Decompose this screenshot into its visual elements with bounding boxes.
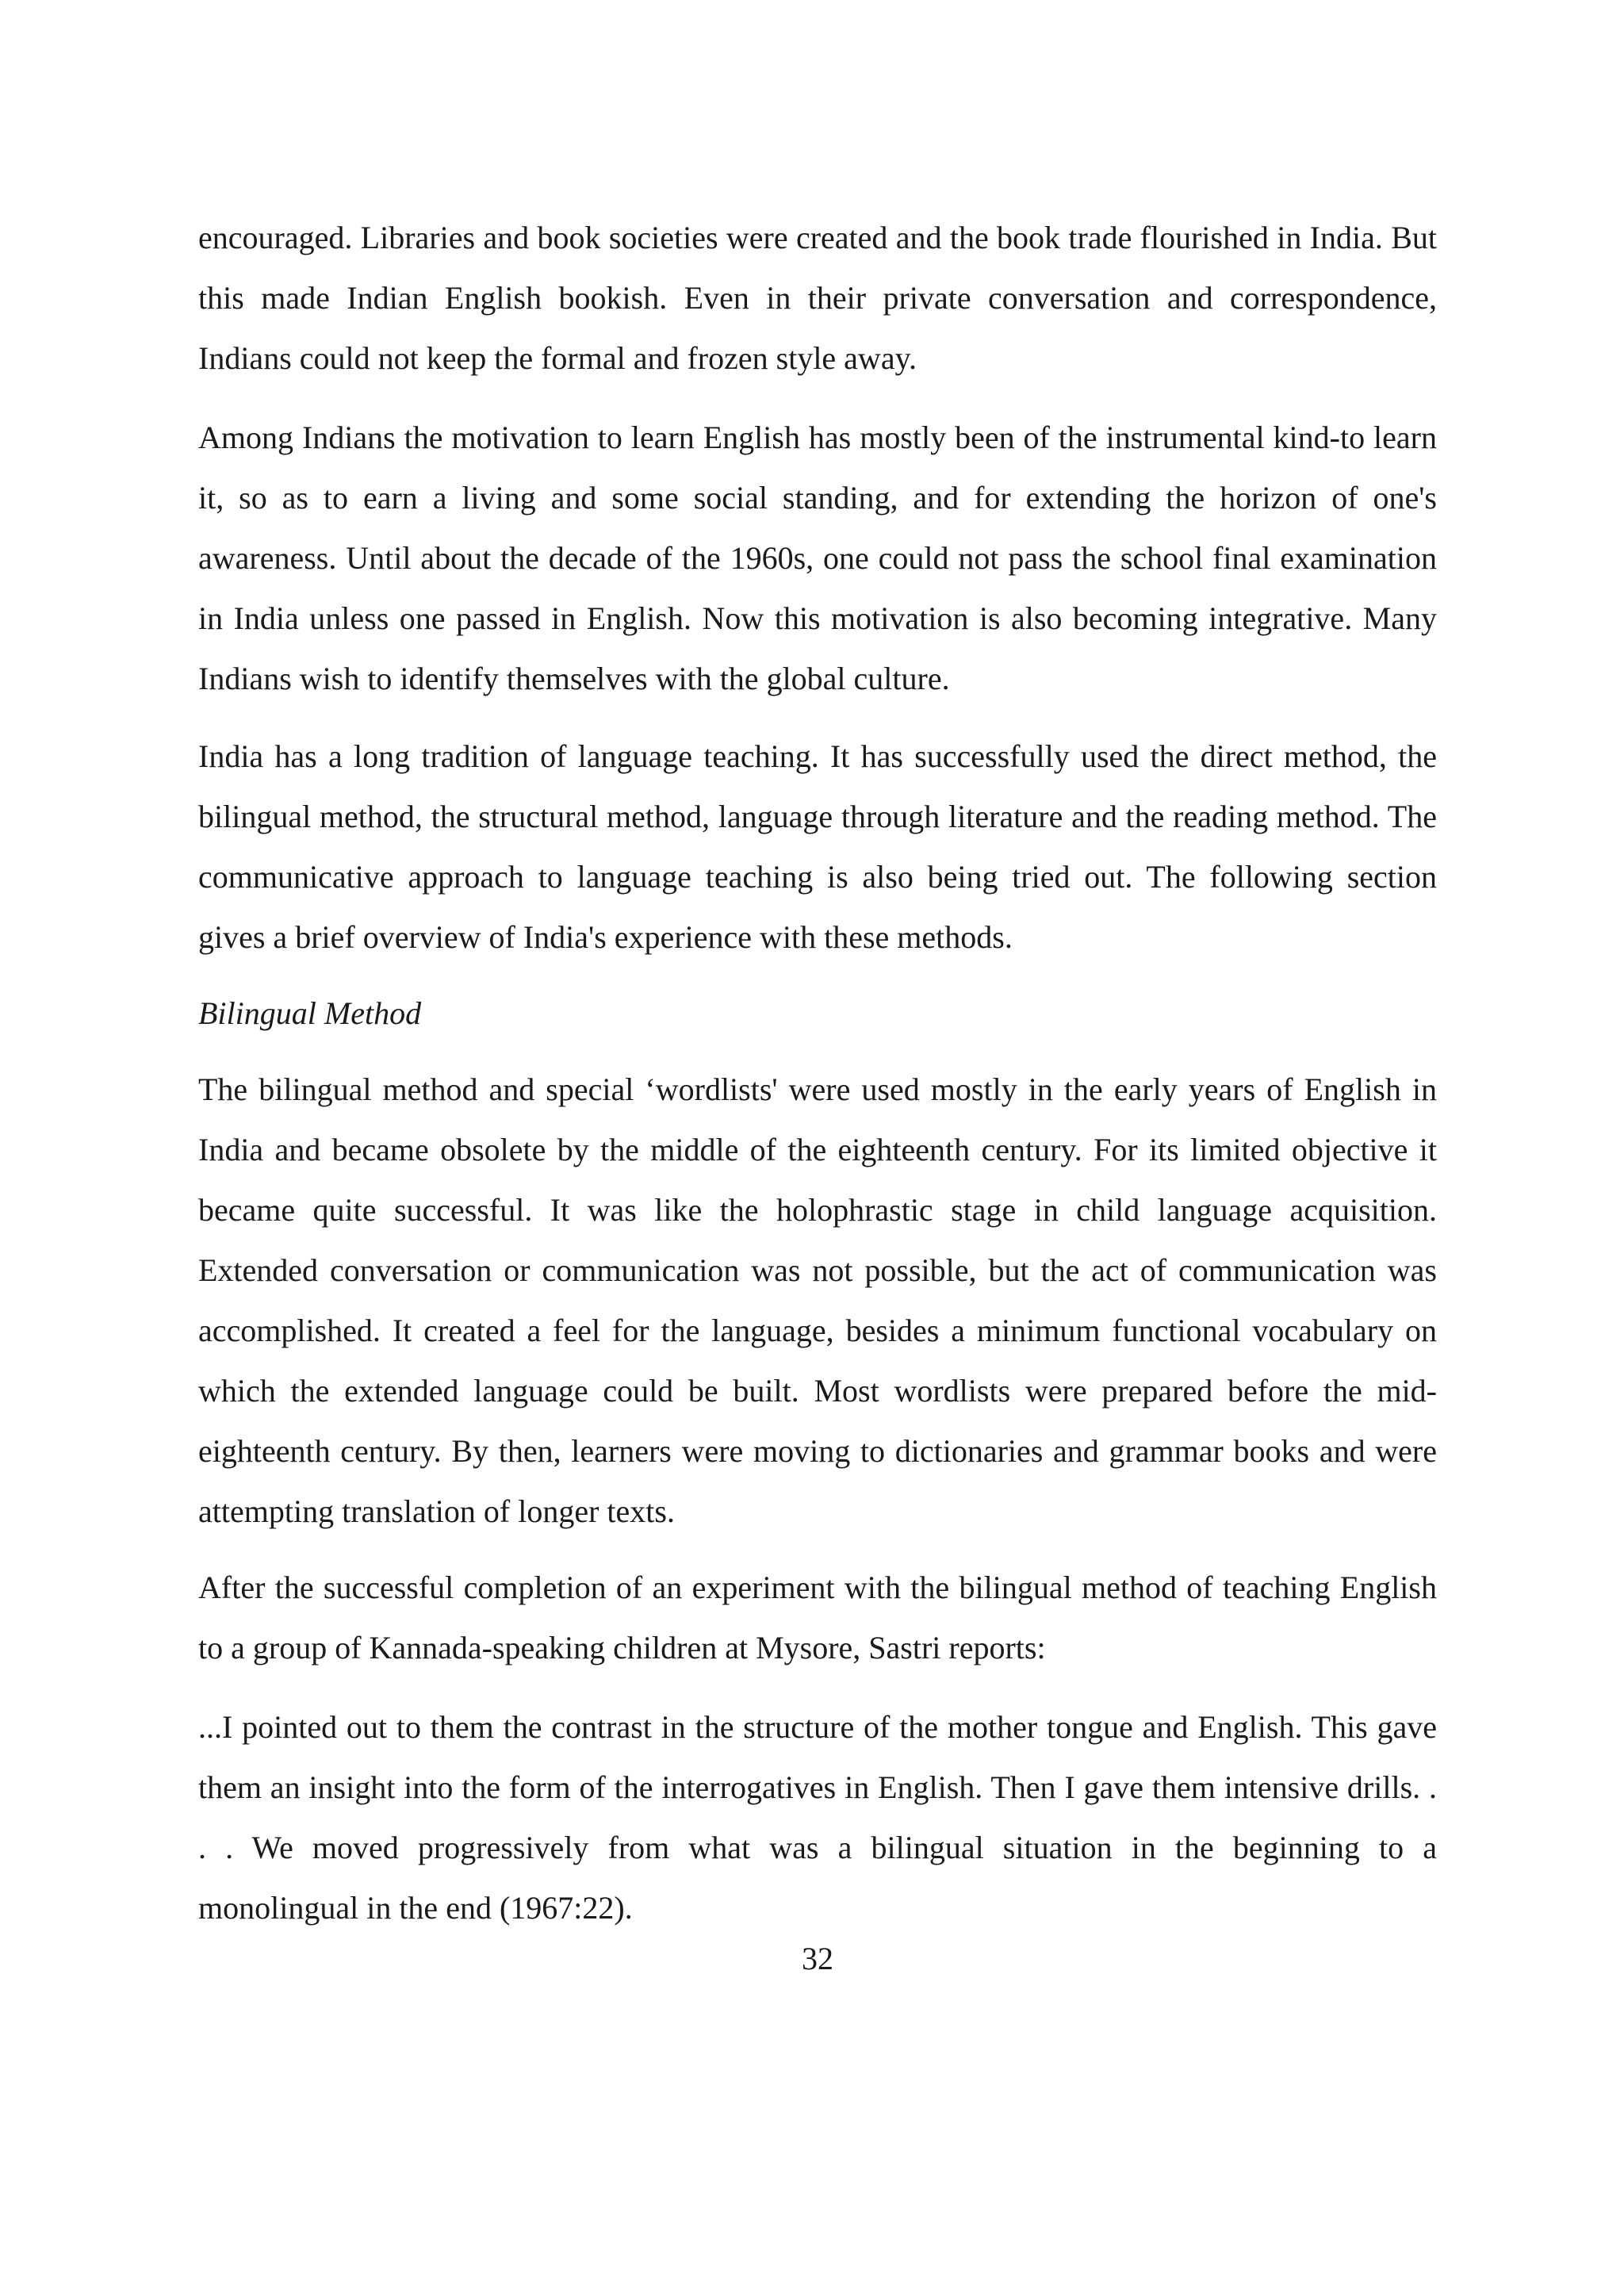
page-number: 32 <box>802 1941 833 1976</box>
section-heading: Bilingual Method <box>198 995 422 1031</box>
paragraph-bilingual-method: The bilingual method and special ‘wordlists' were used mostly in the early years of English in India and became obsolete by the middle of the eighteenth century. For its limited objective it became quite successful. It was like the holophrastic stage in child language acquisition. Extended conversation or communication was not possible, but the act of communication was accomplished. It created a feel for the language, besides a minimum functional vocabulary on which the extended language could be built. Most wordlists were prepared before the mid-eighteenth century. By then, learners were moving to dictionaries and grammar books and were attempting translation of longer texts. <box>198 1071 1437 1529</box>
paragraph-sastri-intro: After the successful completion of an experiment with the bilingual method of teaching English to a group of Kannada-speaking children at Mysore, Sastri reports: <box>198 1570 1437 1665</box>
paragraph-libraries: encouraged. Libraries and book societies were created and the book trade flourished in India. But this made Indian English bookish. Even in their private conversation and correspondence, Indians could not keep the formal and frozen style away. <box>198 220 1437 376</box>
quotation-sastri: ...I pointed out to them the contrast in the structure of the mother tongue and English. This gave them an insight into the form of the interrogatives in English. Then I gave them intensive drills. . . . We moved progressively from what was a bilingual situation in the beginning to a monolingual in the end (1967:22). <box>198 1709 1437 1926</box>
paragraph-tradition: India has a long tradition of language teaching. It has successfully used the direct method, the bilingual method, the structural method, language through literature and the reading method. The communicative approach to language teaching is also being tried out. The following section gives a brief overview of India's experience with these methods. <box>198 738 1437 955</box>
paragraph-motivation: Among Indians the motivation to learn English has mostly been of the instrumental kind-to learn it, so as to earn a living and some social standing, and for extending the horizon of one's awareness. Until about the decade of the 1960s, one could not pass the school final examination in India unless one passed in English. Now this motivation is also becoming integrative. Many Indians wish to identify themselves with the global culture. <box>198 420 1437 696</box>
